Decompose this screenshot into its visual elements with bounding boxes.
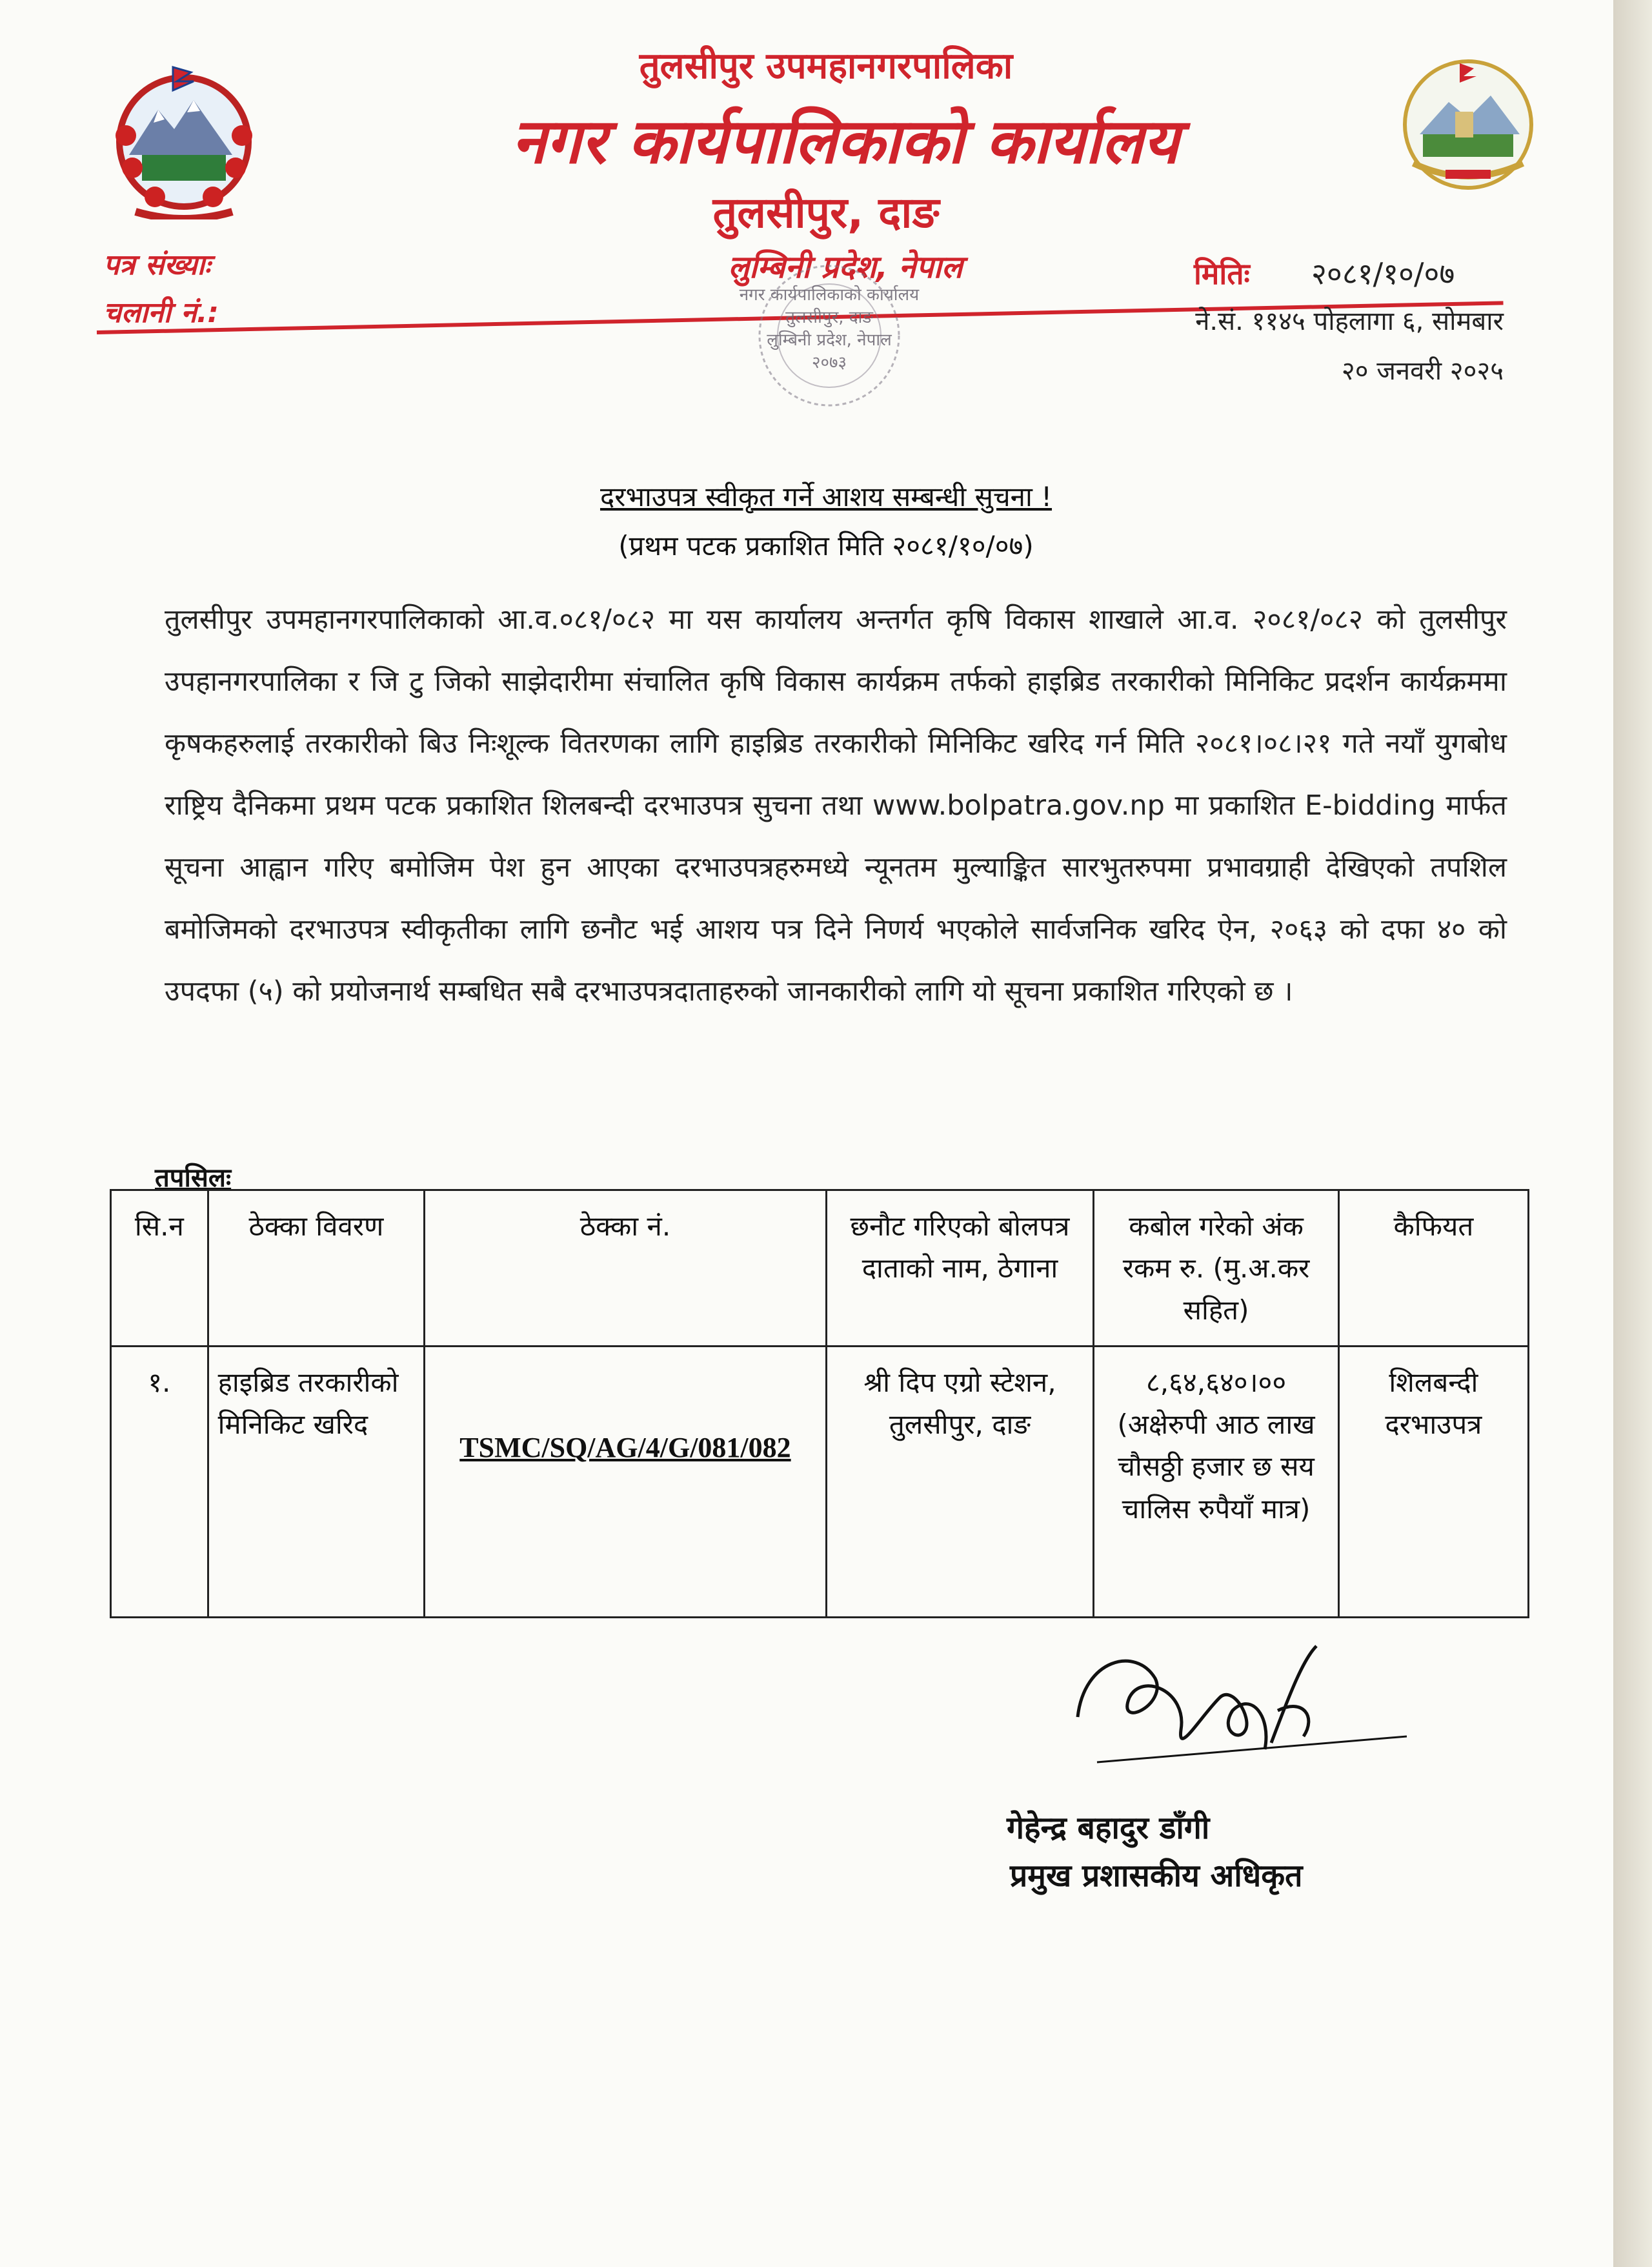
date-value: २०८१/१०/०७ [1311, 256, 1455, 291]
amount-words: (अक्षेरुपी आठ लाख चौसठ्ठी हजार छ सय चालिस रुपैयाँ मात्र) [1117, 1408, 1315, 1525]
city-name: तुलसीपुर, दाङ [712, 188, 940, 238]
header-sn: सि.न [111, 1190, 208, 1347]
nepal-emblem-logo [97, 65, 271, 219]
nepal-sambat-date: ने.सं. ११४५ पोहलागा ६, सोमबार [1195, 307, 1504, 336]
cell-remarks: शिलबन्दी दरभाउपत्र [1338, 1347, 1528, 1618]
seal-line: लुम्बिनी प्रदेश, नेपाल [767, 330, 892, 351]
cell-amount [1094, 1347, 1339, 1618]
cell-bidder: श्री दिप एग्रो स्टेशन, तुलसीपुर, दाङ [826, 1347, 1094, 1618]
header-amount: कबोल गरेको अंक रकम रु. (मु.अ.कर सहित) [1094, 1190, 1339, 1347]
header-description: ठेक्का विवरण [208, 1190, 425, 1347]
dispatch-no-label: चलानी नं.: [103, 296, 219, 329]
table-header-row [111, 1190, 1529, 1347]
header-contract-no: ठेक्का नं. [425, 1190, 826, 1347]
header-remarks: कैफियत [1338, 1190, 1528, 1347]
english-date: २० जनवरी २०२५ [1341, 356, 1504, 386]
contract-table [110, 1189, 1529, 1618]
cell-sn: १. [111, 1347, 208, 1618]
cell-contract-no [425, 1347, 826, 1618]
notice-title: दरभाउपत्र स्वीकृत गर्ने आशय सम्बन्धी सुचना ! [599, 481, 1053, 513]
office-name: नगर कार्यपालिकाको कार्यालय [511, 105, 1180, 178]
signature-scribble [1058, 1620, 1420, 1814]
cell-description: हाइब्रिड तरकारीको मिनिकिट खरिद [208, 1347, 425, 1618]
municipality-logo [1387, 57, 1549, 199]
letter-no-label: पत्र संख्याः [103, 249, 210, 281]
notice-subtitle: (प्रथम पटक प्रकाशित मिति २०८१/१०/०७) [618, 530, 1034, 562]
municipality-name: तुलसीपुर उपमहानगरपालिका [639, 45, 1013, 87]
page-edge [1613, 0, 1652, 2267]
header-bidder: छनौट गरिएको बोलपत्र दाताको नाम, ठेगाना [826, 1190, 1094, 1347]
seal-line: तुलसीपुर, दाङ [785, 308, 873, 328]
table-row [111, 1347, 1529, 1618]
signatory-designation: प्रमुख प्रशासकीय अधिकृत [1010, 1858, 1303, 1894]
province-name: लुम्बिनी प्रदेश, नेपाल [728, 249, 963, 285]
seal-text [710, 284, 949, 374]
amount-figure: ८,६४,६४०।०० [1145, 1367, 1287, 1399]
notice-body: तुलसीपुर उपमहानगरपालिकाको आ.व.०८१/०८२ मा यस कार्यालय अन्तर्गत कृषि विकास शाखाले आ.व. २०८१/०८२ को तुलसीपुर उपहानगरपालिका र जि टु जिको साझेदारीमा संचालित कृषि विकास कार्यक्रम तर्फको हाइब्रिड तरकारीको मिनिकिट प्रदर्शन कार्यक्रममा कृषकहरुलाई तरकारीको बिउ निःशूल्क वितरणका लागि हाइब्रिड तरकारीको मिनिकिट खरिद गर्न मिति २०८१।०८।२१ गते नयाँ युगबोध राष्ट्रिय दैनिकमा प्रथम पटक प्रकाशित शिलबन्दी दरभाउपत्र सुचना तथा www.bolpatra.gov.np मा प्रकाशित E-bidding मार्फत सूचना आह्वान गरिए बमोजिम पेश हुन आएका दरभाउपत्रहरुमध्ये न्यूनतम मुल्याङ्कित सारभुतरुपमा प्रभावग्राही देखिएको तपशिल बमोजिमको दरभाउपत्र स्वीकृतीका लागि छनौट भई आशय पत्र दिने निणर्य भएकोले सार्वजनिक खरिद ऐन, २०६३ को दफा ४० को उपदफा (५) को प्रयोजनार्थ सम्बधित सबै दरभाउपत्रदाताहरुको जानकारीको लागि यो सूचना प्रकाशित गरिएको छ । [165, 604, 1507, 1008]
seal-line: नगर कार्यपालिकाको कार्यालय [739, 285, 920, 305]
signatory-name: गेहेन्द्र बहादुर डाँगी [1007, 1810, 1210, 1846]
date-label: मितिः [1194, 256, 1250, 291]
seal-line: २०७३ [811, 353, 847, 373]
schedule-label: तपसिलः [155, 1163, 232, 1193]
contract-number: TSMC/SQ/AG/4/G/081/082 [459, 1432, 791, 1464]
